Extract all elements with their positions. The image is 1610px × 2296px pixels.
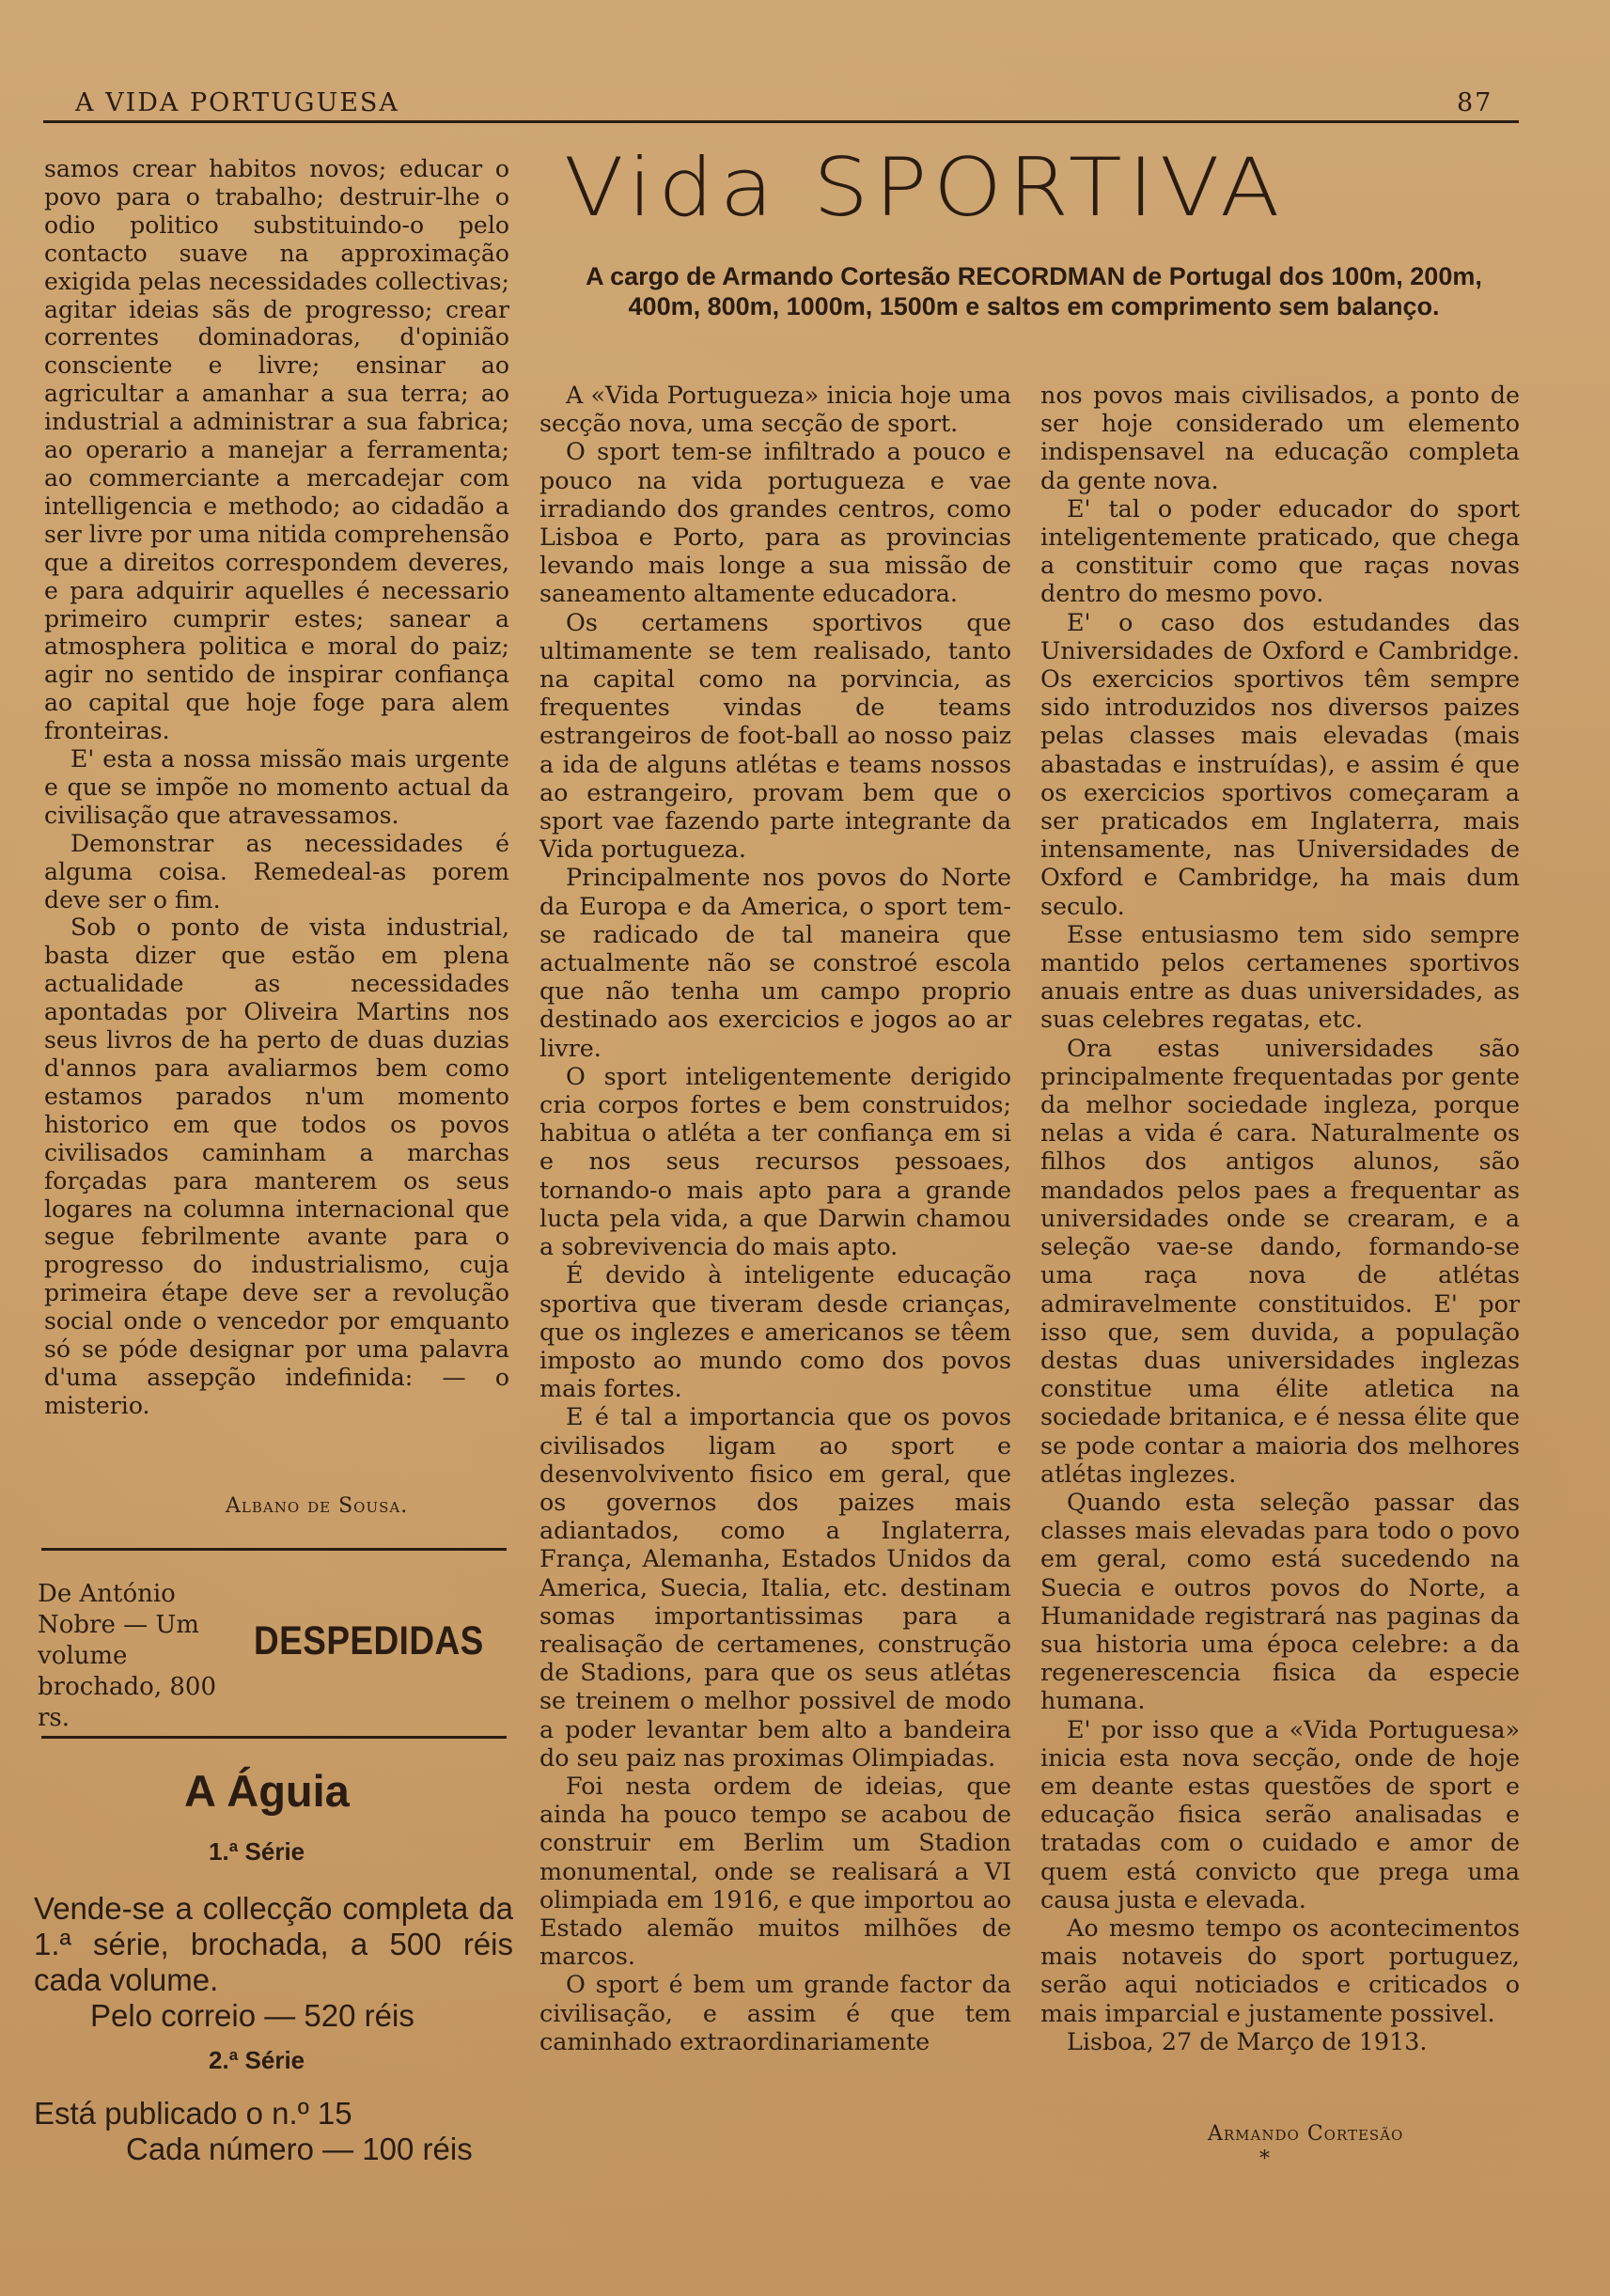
- left-article-column: [44, 155, 509, 1420]
- section-divider: [41, 1736, 507, 1739]
- sport-paragraph: Quando esta seleção passar das classes mais elevadas para todo o povo em geral, como está sucedendo na Suecia e outros povos do Norte, a Humanidade registrará nas paginas da sua historia uma época celebre: a da regenerescencia fisica da especie humana.: [1040, 1487, 1520, 1715]
- advert-aguia-post-line: Pelo correio — 520 réis: [90, 1998, 414, 2033]
- left-article-signature: Albano de Sousa.: [226, 1494, 409, 1518]
- sport-paragraph: Ao mesmo tempo os acontecimentos mais notaveis do sport portuguez, serão aqui noticiados e criticados o mais imparcial e justamente possivel.: [1040, 1913, 1520, 2027]
- sport-paragraph: O sport tem-se infiltrado a pouco e pouco na vida portugueza e vae irradiando dos grandes centros, como Lisboa e Porto, para as provincias levando mais longe a sua missão de saneamento altamente educadora.: [539, 437, 1011, 608]
- sport-paragraph: Ora estas universidades são principalmente frequentadas por gente da melhor sociedade ingleza, porque nelas a vida é cara. Naturalmente os filhos dos antigos alunos, são mandados pelos paes a frequentar as universidades onde se crearam, e a seleção vae-se dando, formando-se uma raça nova de atlétas admiravelmente constituidos. E' por isso que, sem duvida, a população destas duas universidades inglezas constitue uma élite atletica na sociedade britanica, e é nessa élite que se pode contar a maioria dos melhores atlétas inglezes.: [1040, 1033, 1520, 1488]
- sport-paragraph: nos povos mais civilisados, a ponto de ser hoje considerado um elemento indispensavel na educação completa da gente nova.: [1040, 381, 1520, 494]
- sport-paragraph: A «Vida Portugueza» inicia hoje uma secção nova, uma secção de sport.: [539, 381, 1011, 438]
- advert-aguia-title: A Águia: [184, 1766, 350, 1816]
- article-paragraph: Demonstrar as necessidades é alguma coisa. Remedeal-as porem deve ser o fim.: [44, 829, 509, 914]
- running-header-title: A VIDA PORTUGUESA: [75, 88, 399, 117]
- advert-nobre-text: De António Nobre — Um volume brochado, 800 rs.: [38, 1580, 216, 1732]
- article-paragraph: Sob o ponto de vista industrial, basta dizer que estão em plena actualidade as necessidades apontadas por Oliveira Martins nos seus livros de ha perto de duas duzias d'annos para avaliarmos bem como estamos parados n'um momento historico em que todos os povos civilisados caminham a marchas forçadas para manterem os seus logares na columna internacional que segue febrilmente avante para o progresso do industrialismo, cuja primeira étape deve ser a revolução social onde o vencedor por emquanto só se póde designar por uma palavra d'uma assepção indefinida: — o misterio.: [44, 914, 509, 1419]
- advert-aguia-serie-1: 1.ª Série: [209, 1837, 305, 1866]
- page-number: 87: [1457, 88, 1493, 117]
- sport-section-signature: Armando Cortesão: [1208, 2122, 1404, 2146]
- advert-aguia-serie-2: 2.ª Série: [209, 2046, 305, 2074]
- sport-paragraph: E' tal o poder educador do sport inteligentemente praticado, que chega a constituir como que raças novas dentro do mesmo povo.: [1040, 493, 1520, 608]
- sport-section-title: Vida SPORTIVA: [564, 141, 1287, 235]
- sport-paragraph: Principalmente nos povos do Norte da Europa e da America, o sport tem-se radicado de tal maneira que actualmente não se constroé escola que não tenha um campo proprio destinado aos exercicios e jogos ao ar livre.: [539, 863, 1011, 1062]
- sport-paragraph: Os certamens sportivos que ultimamente se tem realisado, tanto na capital como na porvincia, as frequentes vindas de teams estrangeiros de foot-ball ao nosso paiz a ida de alguns atlétas e teams nossos ao estrangeiro, provam bem que o sport vae fazendo parte integrante da Vida portugueza.: [539, 607, 1011, 864]
- sport-column-a: [539, 381, 1011, 2055]
- header-rule: [43, 120, 1519, 123]
- sport-paragraph: E' por isso que a «Vida Portuguesa» inicia esta nova secção, onde de hoje em deante estas questões de sport e educação fisica serão analisadas e tratadas com o cuidado e amor de quem está convicto que prega uma causa justa e elevada.: [1040, 1714, 1520, 1913]
- article-paragraph: E' esta a nossa missão mais urgente e que se impõe no momento actual da civilisação que atravessamos.: [44, 745, 509, 829]
- sport-paragraph: O sport inteligentemente derigido cria corpos fortes e bem construidos; habitua o atléta a ter confiança em si e nos seus recursos pessoaes, tornando-o mais apto para a grande lucta pela vida, a que Darwin chamou a sobrevivencia do mais apto.: [539, 1061, 1011, 1261]
- sport-column-b: [1040, 381, 1520, 2055]
- sport-section-subtitle: A cargo de Armando Cortesão RECORDMAN de Portugal dos 100m, 200m, 400m, 800m, 1000m, 1500m e saltos em comprimento sem balanço.: [586, 262, 1482, 320]
- advert-nobre-heading: DESPEDIDAS: [254, 1618, 484, 1663]
- advert-aguia-published: Está publicado o n.º 15: [34, 2096, 352, 2131]
- sport-paragraph: Foi nesta ordem de ideias, que ainda ha pouco tempo se acabou de construir em Berlim um Stadion monumental, onde se realisará a VI olimpiada em 1916, e que importou ao Estado alemão muitos milhões de marcos.: [539, 1771, 1011, 1971]
- advert-aguia-each-number: Cada número — 100 réis: [126, 2132, 473, 2166]
- sport-paragraph: E' o caso dos estudandes das Universidades de Oxford e Cambridge. Os exercicios sportivos têm sempre sido introduzidos nos diversos paizes pelas classes mais elevadas (mais abastadas e instruídas), e assim é que os exercicios sportivos começaram a ser praticados em Inglaterra, mais intensamente, nas Universidades de Oxford e Cambridge, ha mais dum seculo.: [1040, 607, 1520, 920]
- sport-paragraph: É devido à inteligente educação sportiva que tiveram desde crianças, que os inglezes e americanos se têem imposto ao mundo como dos povos mais fortes.: [539, 1260, 1011, 1403]
- sport-paragraph: Esse entusiasmo tem sido sempre mantido pelos certamenes sportivos anuais entre as duas universidades, as suas celebres regatas, etc.: [1040, 919, 1520, 1034]
- sport-paragraph: Lisboa, 27 de Março de 1913.: [1067, 2026, 1428, 2055]
- section-divider: [41, 1548, 507, 1551]
- ornament-asterisk: *: [1259, 2148, 1270, 2171]
- sport-paragraph: O sport é bem um grande factor da civilisação, e assim é que tem caminhado extraordinariamente: [539, 1970, 1011, 2055]
- sport-paragraph: E é tal a importancia que os povos civilisados ligam ao sport e desenvolvivento fisico em geral, que os governos dos paizes mais adiantados, como a Inglaterra, França, Alemanha, Estados Unidos da America, Suecia, Italia, etc. destinam somas importantissimas para a realisação de certamenes, construção de Stadions, para que os seus atlétas se treinem o melhor possivel de modo a poder levantar bem alto a bandeira do seu paiz nas proximas Olimpiadas.: [539, 1402, 1011, 1772]
- article-paragraph: samos crear habitos novos; educar o povo para o trabalho; destruir-lhe o odio politico substituindo-o pelo contacto suave na approximação exigida pelas necessidades collectivas; agitar ideias sãs de progresso; crear correntes dominadoras, d'opinião consciente e livre; ensinar ao agricultar a amanhar a sua terra; ao industrial a administrar a sua fabrica; ao operario a manejar a ferramenta; ao commerciante a mercadejar com intelligencia e methodo; ao cidadão a ser livre por uma nitida comprehensão que a direitos correspondem deveres, e para adquirir aquelles é necessario primeiro cumprir estes; sanear a atmosphera politica e moral do paiz; agir no sentido de inspirar confiança ao capital que hoje foge para alem fronteiras.: [44, 155, 509, 745]
- advert-aguia-sale-line: Vende-se a collecção completa da 1.ª série, brochada, a 500 réis cada volume.: [34, 1891, 513, 1997]
